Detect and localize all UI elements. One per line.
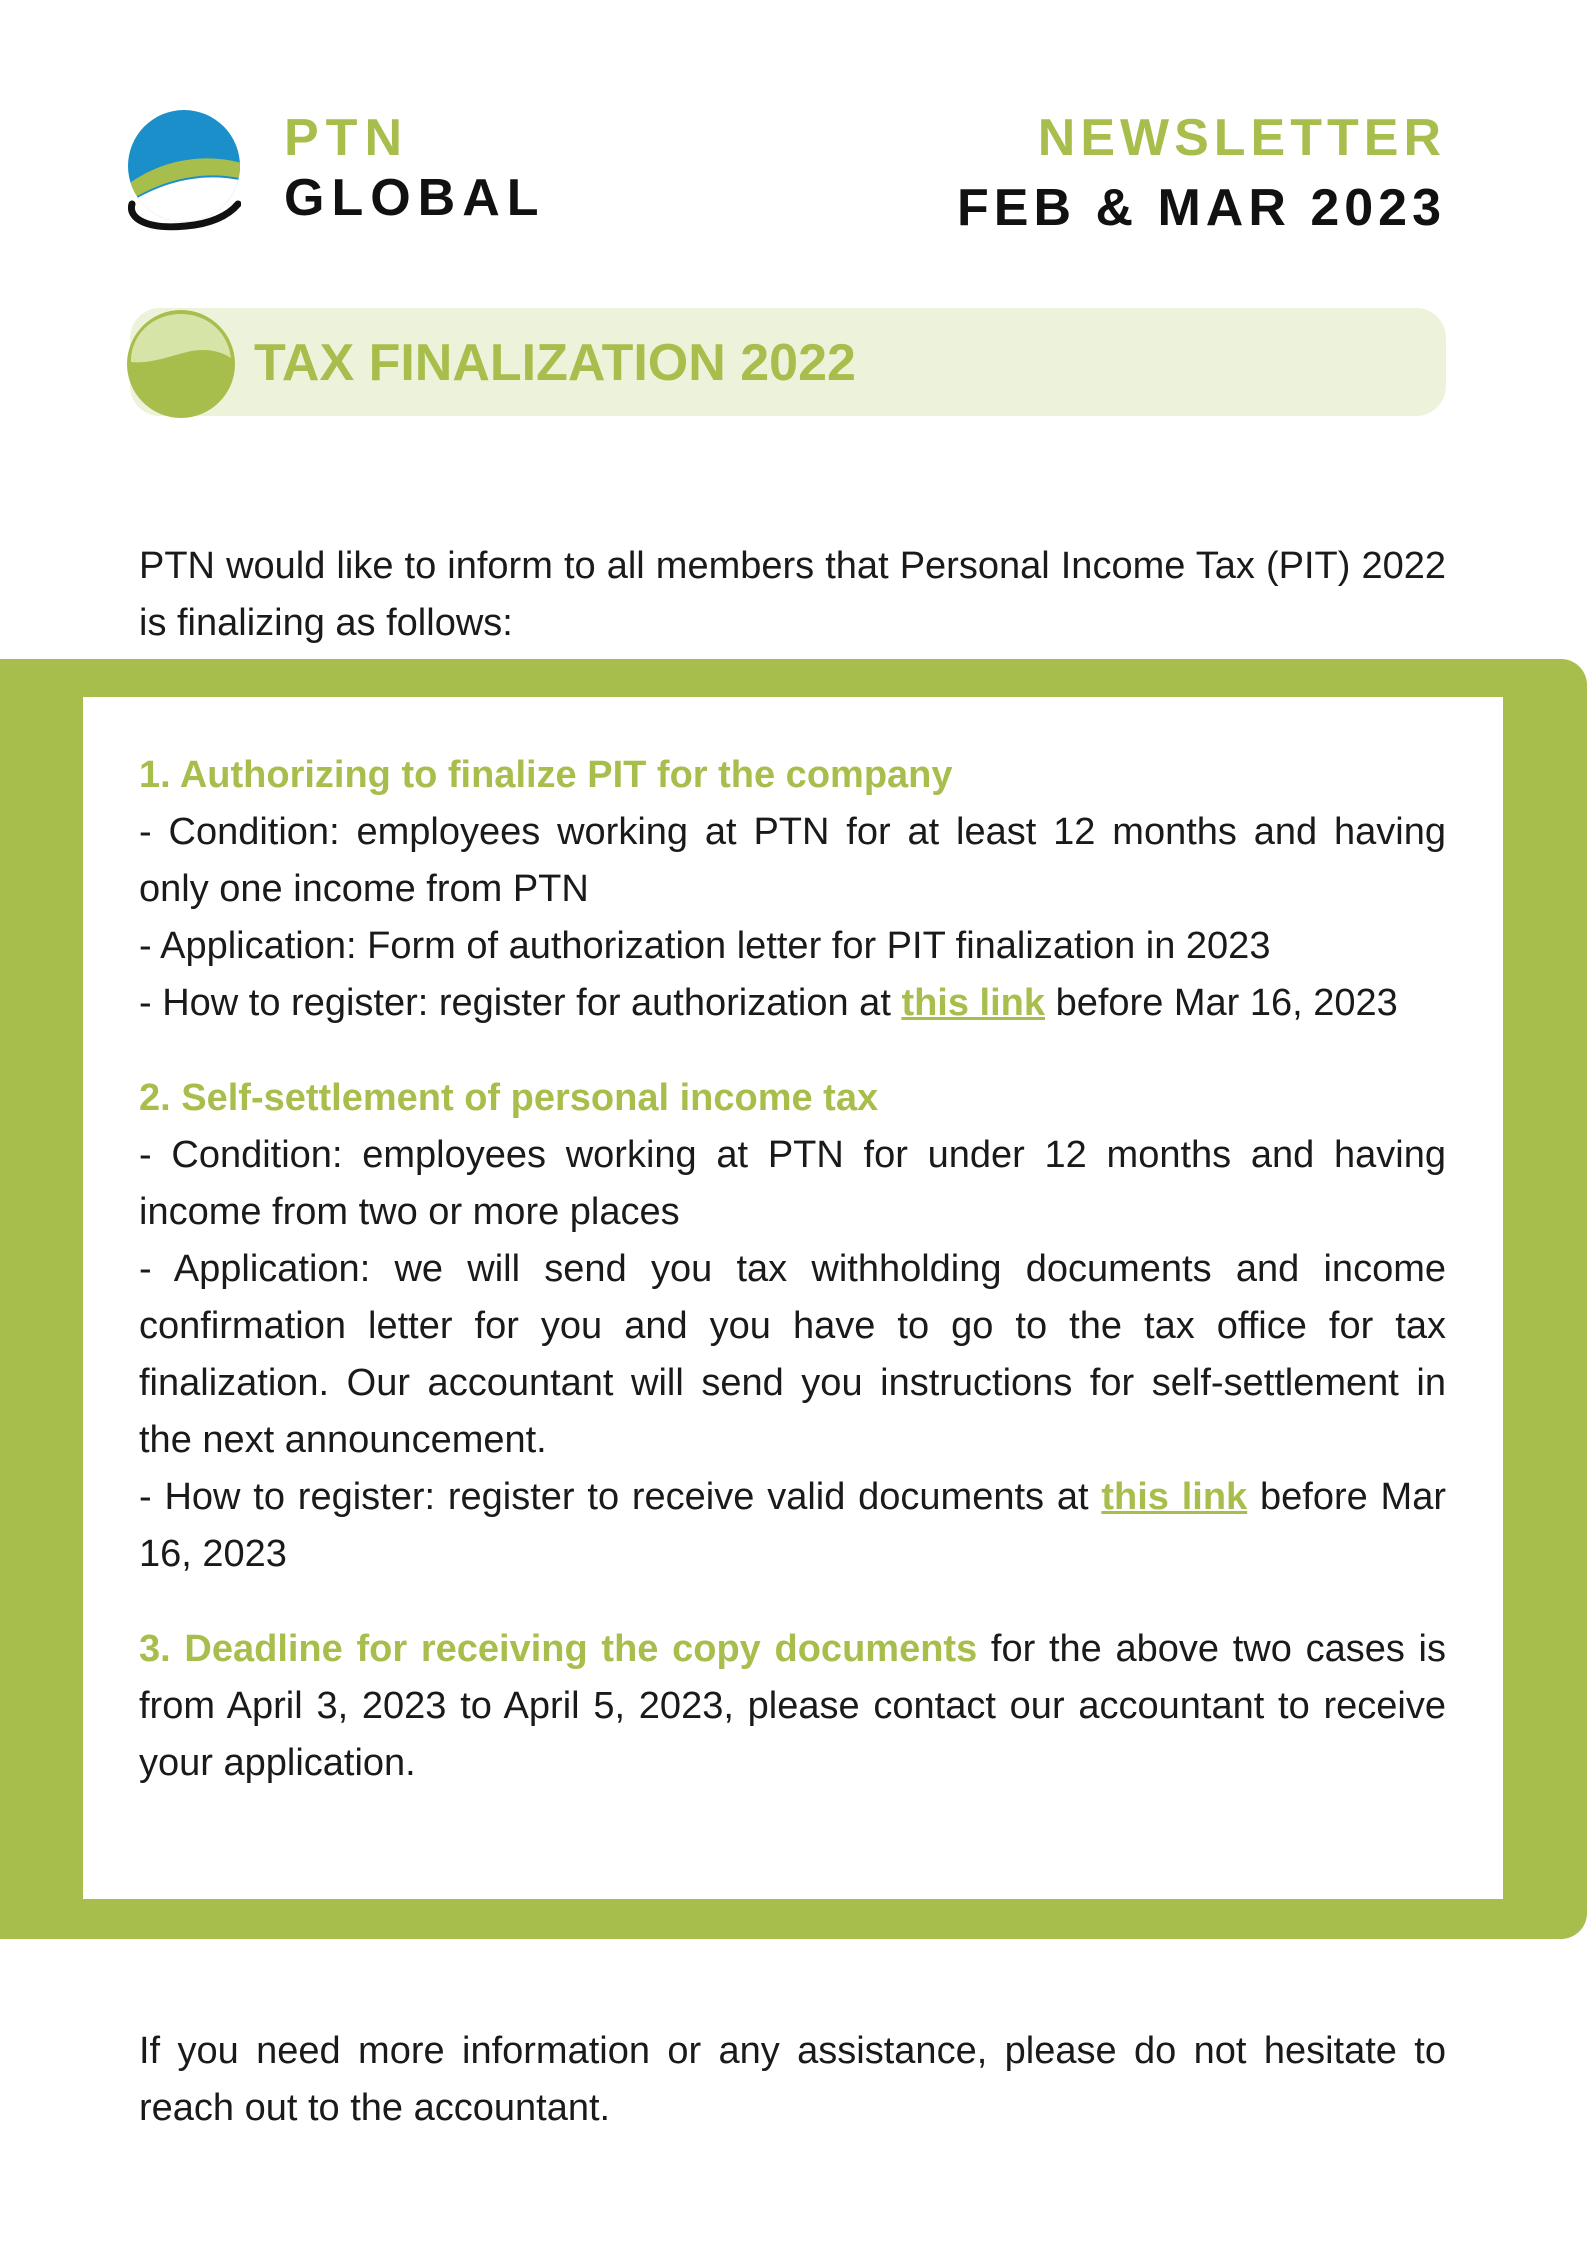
brand-line-1: PTN (284, 109, 409, 167)
section-1-register (139, 975, 1446, 1032)
section-1-application: - Application: Form of authorization letter for PIT finalization in 2023 (139, 925, 1271, 967)
section-2-heading: 2. Self-settlement of personal income tax (139, 1077, 879, 1119)
section-1-heading: 1. Authorizing to finalize PIT for the company (139, 754, 953, 796)
title-circle-icon (127, 310, 235, 418)
section-1-register-suffix: before Mar 16, 2023 (1055, 982, 1398, 1024)
section-1-register-link[interactable]: this link (901, 982, 1046, 1024)
ptn-global-logo (126, 108, 241, 238)
section-2-register-suffix: before Mar 16, 2023 (139, 1476, 1446, 1575)
section-2-application: - Application: we will send you tax withholding documents and income confirmation letter for you and you have to go to the tax office for tax finalization. Our accountant will send you instructions for self-settlement in the next announcement. (139, 1248, 1446, 1461)
section-2-register-prefix: - How to register: register to receive valid documents at (139, 1476, 1089, 1518)
section-2-condition: - Condition: employees working at PTN for under 12 months and having income from two or more places (139, 1134, 1446, 1233)
content-card (83, 697, 1503, 1899)
newsletter-label: NEWSLETTER (1037, 109, 1446, 167)
section-2-register (139, 1469, 1446, 1583)
issue-date: FEB & MAR 2023 (957, 179, 1446, 237)
section-1-register-prefix: - How to register: register for authorization at (139, 982, 891, 1024)
brand-name (284, 109, 546, 227)
section-title: TAX FINALIZATION 2022 (254, 334, 856, 392)
section-2-register-link[interactable]: this link (1101, 1476, 1248, 1518)
section-3-body: for the above two cases is from April 3, 2023 to April 5, 2023, please contact our accountant to receive your application. (139, 1628, 1446, 1784)
intro-paragraph: PTN would like to inform to all members that Personal Income Tax (PIT) 2022 is finalizing as follows: (139, 545, 1446, 644)
brand-line-2: GLOBAL (284, 169, 546, 227)
section-1-condition: - Condition: employees working at PTN for at least 12 months and having only one income from PTN (139, 811, 1446, 910)
section-3-paragraph (139, 1621, 1446, 1792)
section-3-heading: 3. Deadline for receiving the copy documents (139, 1628, 978, 1670)
newsletter-header (957, 109, 1446, 237)
closing-paragraph: If you need more information or any assistance, please do not hesitate to reach out to the accountant. (139, 2030, 1446, 2129)
